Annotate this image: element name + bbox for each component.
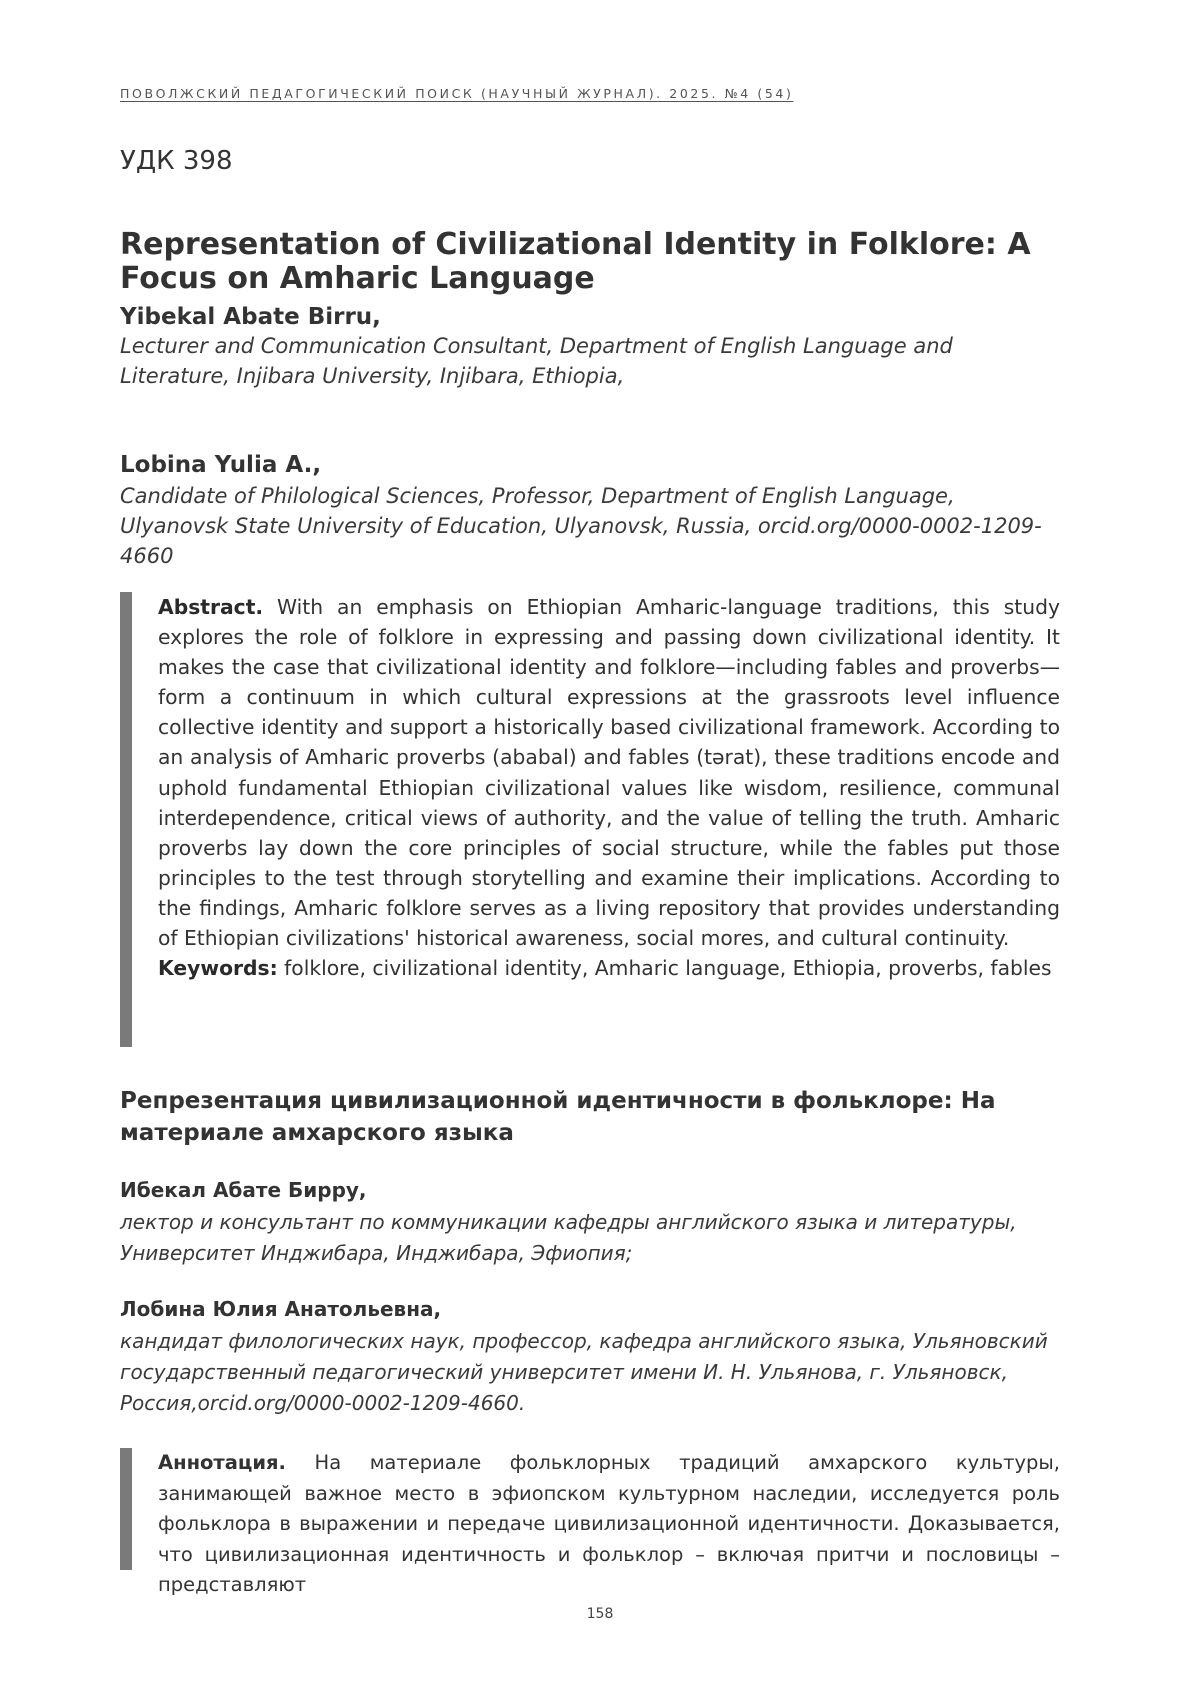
abstract-block <box>120 592 1060 983</box>
author-name-ru-2: Лобина Юлия Анатольевна, <box>120 1297 442 1321</box>
udk-code: УДК 398 <box>120 146 233 176</box>
annotation-label: Аннотация. <box>158 1451 286 1474</box>
author-name-1: Yibekal Abate Birru, <box>120 304 381 330</box>
abstract-accent-bar <box>120 592 132 1047</box>
annotation-accent-bar <box>120 1448 132 1570</box>
article-title-russian: Репрезентация цивилизационной идентичности в фольклоре: На материале амхарского языка <box>120 1088 996 1146</box>
annotation-body <box>158 1448 1060 1601</box>
article-title-english: Representation of Civilizational Identity in Folklore: A Focus on Amharic Language <box>120 227 1031 296</box>
author-affiliation-1: Lecturer and Communication Consultant, Department of English Language and Literature, Injibara University, Injibara, Ethiopia, <box>120 334 953 388</box>
abstract-text: With an emphasis on Ethiopian Amharic-language traditions, this study explores the role of folklore in expressing and passing down civilizational identity. It makes the case that civilizational identity and folklore—including fables and proverbs—form a continuum in which cultural expressions at the grassroots level influence collective identity and support a historically based civilizational framework. According to an analysis of Amharic proverbs (ababal) and fables (tərat), these traditions encode and uphold fundamental Ethiopian civilizational values like wisdom, resilience, communal interdependence, critical views of authority, and the value of telling the truth. Amharic proverbs lay down the core principles of social structure, while the fables put those principles to the test through storytelling and examine their implications. According to the findings, Amharic folklore serves as a living repository that provides understanding of Ethiopian civilizations' historical awareness, social mores, and cultural continuity. <box>158 595 1060 951</box>
annotation-block <box>120 1448 1060 1601</box>
abstract-body <box>158 592 1060 983</box>
abstract-label: Abstract. <box>158 595 264 619</box>
keywords-text: folklore, civilizational identity, Amharic language, Ethiopia, proverbs, fables <box>284 956 1052 981</box>
keywords-label: Keywords: <box>158 956 278 981</box>
author-affiliation-ru-1: лектор и консультант по коммуникации кафедры английского языка и литературы, Университет Инджибара, Инджибара, Эфиопия; <box>120 1210 1017 1265</box>
author-affiliation-ru-2: кандидат филологических наук, профессор, кафедра английского языка, Ульяновский государственный педагогический университет имени И. Н. Ульянова, г. Ульяновск, Россия,orcid.org/0000-0002-1209-4660. <box>120 1329 1048 1415</box>
annotation-text: На материале фольклорных традиций амхарского культуры, занимающей важное место в эфиопском культурном наследии, исследуется роль фольклора в выражении и передаче цивилизационной идентичности. Доказывается, что цивилизационная идентичность и фольклор – включая притчи и пословицы – представляют <box>158 1451 1060 1596</box>
page-number: 158 <box>586 1606 614 1622</box>
journal-running-head: ПОВОЛЖСКИЙ ПЕДАГОГИЧЕСКИЙ ПОИСК (НАУЧНЫЙ ЖУРНАЛ). 2025. №4 (54) <box>120 86 794 101</box>
author-affiliation-2: Candidate of Philological Sciences, Professor, Department of English Language, Ulyanovsk State University of Education, Ulyanovsk, Russia, orcid.org/0000-0002-1209-4660 <box>120 484 1042 568</box>
author-name-ru-1: Ибекал Абате Бирру, <box>120 1178 367 1202</box>
author-name-2: Lobina Yulia A., <box>120 452 322 478</box>
